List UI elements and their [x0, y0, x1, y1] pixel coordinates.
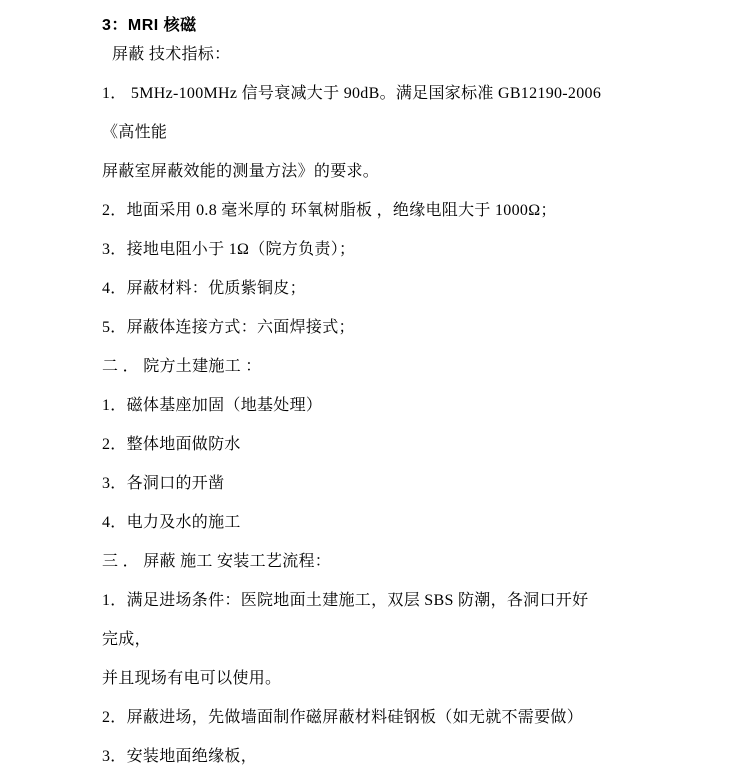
paragraph: 2．屏蔽进场，先做墙面制作磁屏蔽材料硅钢板（如无就不需要做）	[102, 709, 584, 726]
paragraph: 3．接地电阻小于 1Ω（院方负责）；	[102, 241, 356, 258]
paragraph: 3．各洞口的开凿	[102, 475, 225, 492]
page-title: 3：MRI 核磁	[102, 17, 197, 34]
paragraph: 1．磁体基座加固（地基处理）	[102, 397, 323, 414]
paragraph: 屏蔽 技术指标：	[112, 46, 231, 63]
paragraph: 屏蔽室屏蔽效能的测量方法》的要求。	[102, 163, 380, 180]
paragraph: 5．屏蔽体连接方式：六面焊接式；	[102, 319, 355, 336]
paragraph: 1．满足进场条件：医院地面土建施工，双层 SBS 防潮，各洞口开好	[102, 592, 589, 609]
paragraph: 二 ． 院方土建施工 ：	[102, 358, 262, 375]
paragraph: 4．电力及水的施工	[102, 514, 241, 531]
paragraph: 3．安装地面绝缘板，	[102, 748, 258, 765]
paragraph: 完成，	[102, 631, 151, 648]
paragraph: 2．地面采用 0.8 毫米厚的 环氧树脂板 ，绝缘电阻大于 1000Ω；	[102, 202, 557, 219]
paragraph: 2．整体地面做防水	[102, 436, 241, 453]
paragraph: 并且现场有电可以使用。	[102, 670, 282, 687]
paragraph: 三 ． 屏蔽 施工 安装工艺流程：	[102, 553, 332, 570]
paragraph: 4．屏蔽材料：优质紫铜皮；	[102, 280, 306, 297]
paragraph: 1． 5MHz-100MHz 信号衰减大于 90dB。满足国家标准 GB12190-2006	[102, 85, 602, 102]
paragraph: 《高性能	[102, 124, 168, 141]
